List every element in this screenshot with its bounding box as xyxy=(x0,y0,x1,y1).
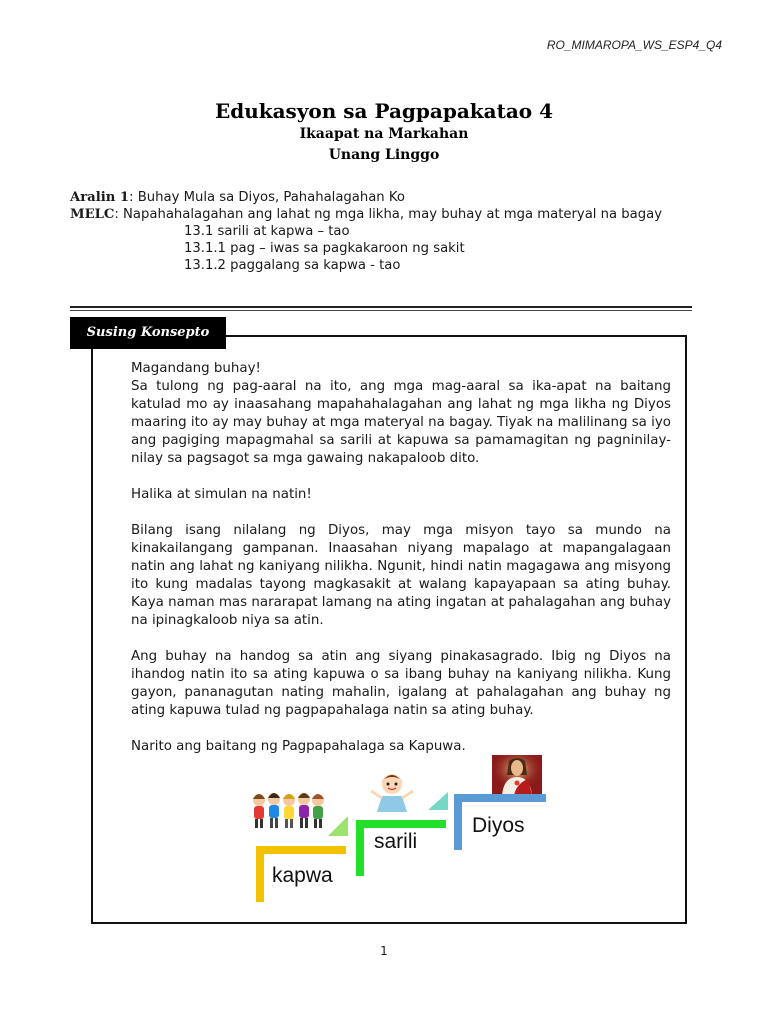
step-diyos-top xyxy=(454,794,546,802)
melc-line xyxy=(70,206,662,223)
lesson-info xyxy=(70,189,662,274)
paragraph: Ang buhay na handog sa atin ang siyang pinakasagrado. Ibig ng Diyos na ihandog natin ito sa ating kapuwa o sa ibang buhay na kaniyang nilikha. Kung gayon, pananagutan nating mahalin, igalang at pahalagahan ang buhay ng ating kapuwa tulad ng pagpapahalaga natin sa ating buhay. xyxy=(131,649,671,718)
step-sarili-side xyxy=(356,820,364,876)
divider-line xyxy=(70,310,692,311)
week-subtitle: Unang Linggo xyxy=(328,147,440,163)
step-label-diyos: Diyos xyxy=(472,814,525,837)
sacred-heart-image xyxy=(492,755,542,795)
greeting: Magandang buhay! xyxy=(131,361,261,376)
melc-item: 13.1.2 paggalang sa kapwa - tao xyxy=(184,258,401,273)
paragraph: Halika at simulan na natin! xyxy=(131,487,312,502)
concept-content xyxy=(131,360,671,774)
section-label: Susing Konsepto xyxy=(70,317,226,349)
step-sarili-top xyxy=(356,820,446,828)
page-number: 1 xyxy=(380,944,388,958)
children-group-icon xyxy=(250,790,326,832)
step-kapwa-side xyxy=(256,846,264,902)
melc-text: : Napahahalagahan ang lahat ng mga likha, may buhay at mga materyal na bagay xyxy=(114,207,663,222)
values-staircase-diagram xyxy=(240,750,560,910)
step-triangle-teal xyxy=(428,792,448,810)
step-triangle-green xyxy=(328,816,348,836)
paragraph: Narito ang baitang ng Pagpapahalaga sa Kapuwa. xyxy=(131,739,466,754)
step-label-kapwa: kapwa xyxy=(272,864,333,887)
melc-item: 13.1 sarili at kapwa – tao xyxy=(184,224,350,239)
document-code: RO_MIMAROPA_WS_ESP4_Q4 xyxy=(546,38,722,52)
step-kapwa-top xyxy=(256,846,346,854)
aralin-line xyxy=(70,189,662,206)
step-diyos-side xyxy=(454,794,462,850)
aralin-text: : Buhay Mula sa Diyos, Pahahalagahan Ko xyxy=(129,190,405,205)
melc-label: MELC xyxy=(70,207,115,222)
aralin-label: Aralin 1 xyxy=(70,190,130,205)
paragraph: Sa tulong ng pag-aaral na ito, ang mga mag-aaral sa ika-apat na baitang katulad mo ay inaasahang mapahahalagahan ang lahat ng mga likha ng Diyos maaring ito ay may buhay at mga materyal na bagay. Tiyak na malilinang sa iyo ang pagiging mapagmahal sa sarili at kapuwa sa pamamagitan ng pagninilay-nilay sa pagsagot sa mga gawaing nakapaloob dito. xyxy=(131,379,671,466)
melc-item: 13.1.1 pag – iwas sa pagkakaroon ng sakit xyxy=(184,241,465,256)
paragraph: Bilang isang nilalang ng Diyos, may mga misyon tayo sa mundo na kinakailangang gampanan. Inaasahan niyang mapalago at mapangalagaan natin ang lahat ng kaniyang nilikha. Ngunit, hindi natin magagawa ang misyong ito kung madalas tayong magkasakit at walang kapayapaan sa ating buhay. Kaya naman mas nararapat lamang na ating ingatan at pahalagahan ang buhay na ipinagkaloob niya sa atin. xyxy=(131,523,671,628)
quarter-subtitle: Ikaapat na Markahan xyxy=(299,126,469,142)
step-label-sarili: sarili xyxy=(374,830,418,853)
child-self-icon xyxy=(368,772,416,814)
document-title: Edukasyon sa Pagpapakatao 4 xyxy=(214,99,554,123)
divider-line xyxy=(70,306,692,308)
title-block xyxy=(0,98,768,166)
